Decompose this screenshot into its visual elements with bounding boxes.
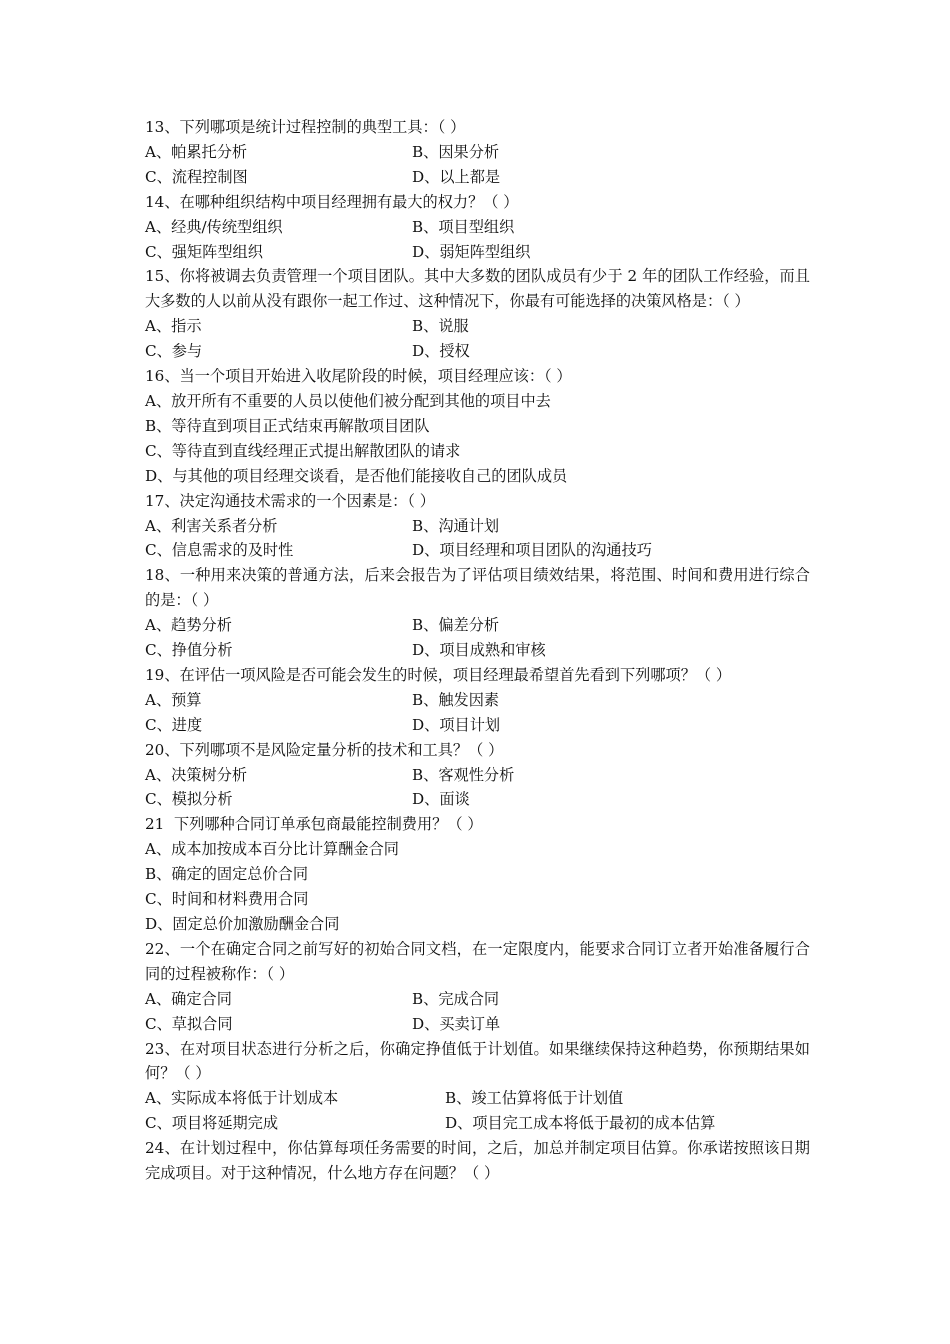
option-a: A、实际成本将低于计划成本 xyxy=(145,1089,339,1108)
question-23 xyxy=(145,1037,810,1137)
question-text: 17、决定沟通技术需求的一个因素是：（ ） xyxy=(145,491,435,510)
option-c: C、时间和材料费用合同 xyxy=(145,890,309,909)
options-row xyxy=(145,339,810,364)
option-a: A、帕累托分析 xyxy=(145,142,248,161)
question-19 xyxy=(145,663,810,738)
option-b: B、完成合同 xyxy=(412,989,500,1008)
question-15 xyxy=(145,264,810,364)
option-a: A、决策树分析 xyxy=(145,765,248,784)
option-c: C、挣值分析 xyxy=(145,641,233,660)
option-c: C、项目将延期完成 xyxy=(145,1114,279,1133)
options-row xyxy=(145,688,810,713)
option-c: C、模拟分析 xyxy=(145,790,233,809)
options-row xyxy=(145,713,810,738)
options-row xyxy=(145,514,810,539)
question-14 xyxy=(145,190,810,265)
exam-page xyxy=(145,115,810,1186)
option-a: A、放开所有不重要的人员以使他们被分配到其他的项目中去 xyxy=(145,391,551,410)
option-b: B、说服 xyxy=(412,317,469,336)
question-text: 24、在计划过程中，你估算每项任务需要的时间，之后，加总并制定项目估算。你承诺按照该日期完成项目。对于这种情况，什么地方存在问题？（ ） xyxy=(145,1139,810,1183)
option-c: C、进度 xyxy=(145,715,203,734)
option-d: D、项目经理和项目团队的沟通技巧 xyxy=(412,541,652,560)
question-22 xyxy=(145,937,810,1037)
options-row xyxy=(145,165,810,190)
options-row xyxy=(145,538,810,563)
option-a: A、成本加按成本百分比计算酬金合同 xyxy=(145,840,399,859)
option-b: B、竣工估算将低于计划值 xyxy=(445,1089,624,1108)
question-text: 22、一个在确定合同之前写好的初始合同文档，在一定限度内，能要求合同订立者开始准备履行合同的过程被称作：（ ） xyxy=(145,939,810,983)
option-a: A、利害关系者分析 xyxy=(145,516,278,535)
question-text: 14、在哪种组织结构中项目经理拥有最大的权力？（ ） xyxy=(145,192,519,211)
option-b: B、偏差分析 xyxy=(412,616,500,635)
options-row xyxy=(145,987,810,1012)
options-row xyxy=(145,1012,810,1037)
options-row xyxy=(145,638,810,663)
options-row xyxy=(145,314,810,339)
option-d: D、买卖订单 xyxy=(412,1014,501,1033)
options-row xyxy=(145,240,810,265)
option-d: D、以上都是 xyxy=(412,167,501,186)
options-row xyxy=(145,1086,810,1111)
option-a: A、确定合同 xyxy=(145,989,232,1008)
options-row xyxy=(145,613,810,638)
option-d: D、弱矩阵型组织 xyxy=(412,242,531,261)
option-b: B、项目型组织 xyxy=(412,217,515,236)
option-c: C、草拟合同 xyxy=(145,1014,233,1033)
option-d: D、与其他的项目经理交谈看，是否他们能接收自己的团队成员 xyxy=(145,466,568,485)
question-16 xyxy=(145,364,810,489)
option-b: B、因果分析 xyxy=(412,142,500,161)
option-d: D、项目完工成本将低于最初的成本估算 xyxy=(445,1114,716,1133)
option-b: B、沟通计划 xyxy=(412,516,500,535)
option-d: D、授权 xyxy=(412,342,470,361)
question-20 xyxy=(145,738,810,813)
option-c: C、强矩阵型组织 xyxy=(145,242,263,261)
option-a: A、经典/传统型组织 xyxy=(145,217,283,236)
question-17 xyxy=(145,489,810,564)
option-d: D、固定总价加激励酬金合同 xyxy=(145,915,340,933)
option-b: B、等待直到项目正式结束再解散项目团队 xyxy=(145,416,430,435)
option-d: D、面谈 xyxy=(412,790,470,809)
option-b: B、触发因素 xyxy=(412,690,500,709)
option-a: A、趋势分析 xyxy=(145,616,232,635)
option-b: B、确定的固定总价合同 xyxy=(145,865,309,884)
option-d: D、项目计划 xyxy=(412,715,501,734)
options-row xyxy=(145,787,810,812)
options-row xyxy=(145,140,810,165)
options-row xyxy=(145,763,810,788)
question-text: 16、当一个项目开始进入收尾阶段的时候，项目经理应该：（ ） xyxy=(145,367,572,386)
question-text: 20、下列哪项不是风险定量分析的技术和工具？（ ） xyxy=(145,740,504,759)
option-c: C、等待直到直线经理正式提出解散团队的请求 xyxy=(145,441,461,460)
options-row xyxy=(145,215,810,240)
question-text: 23、在对项目状态进行分析之后，你确定挣值低于计划值。如果继续保持这种趋势，你预期结果如何？（ ） xyxy=(145,1039,810,1083)
options-row xyxy=(145,1111,810,1136)
option-b: B、客观性分析 xyxy=(412,765,515,784)
option-c: C、流程控制图 xyxy=(145,167,248,186)
question-text: 15、你将被调去负责管理一个项目团队。其中大多数的团队成员有少于 2 年的团队工作经验，而且大多数的人以前从没有跟你一起工作过、这种情况下，你最有可能选择的决策风格是：（ ） xyxy=(145,267,810,311)
question-text: 13、下列哪项是统计过程控制的典型工具：（ ） xyxy=(145,118,466,136)
option-a: A、指示 xyxy=(145,317,202,336)
question-text: 18、一种用来决策的普通方法，后来会报告为了评估项目绩效结果，将范围、时间和费用进行综合的是：（ ） xyxy=(145,566,810,610)
option-d: D、项目成熟和审核 xyxy=(412,641,546,660)
question-13 xyxy=(145,115,810,190)
question-24 xyxy=(145,1136,810,1186)
option-c: C、参与 xyxy=(145,342,203,361)
question-text: 21 下列哪种合同订单承包商最能控制费用？（ ） xyxy=(145,815,483,834)
question-text: 19、在评估一项风险是否可能会发生的时候，项目经理最希望首先看到下列哪项？（ ） xyxy=(145,665,732,684)
question-21 xyxy=(145,812,810,937)
option-a: A、预算 xyxy=(145,690,202,709)
option-c: C、信息需求的及时性 xyxy=(145,541,294,560)
question-18 xyxy=(145,563,810,663)
